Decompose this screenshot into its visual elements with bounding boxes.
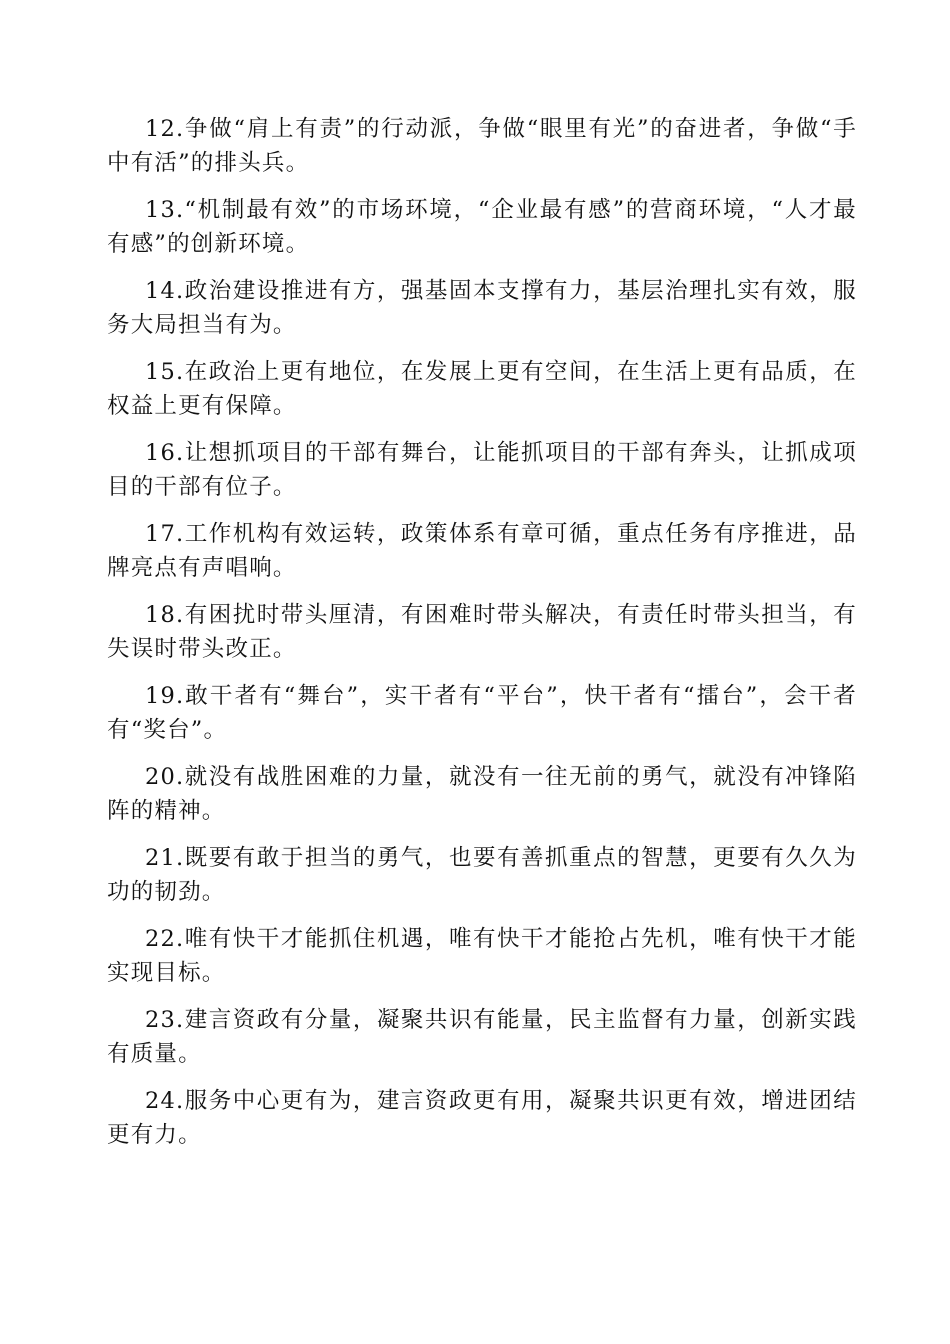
- paragraph-20: 20.就没有战胜困难的力量，就没有一往无前的勇气，就没有冲锋陷阵的精神。: [107, 764, 857, 824]
- paragraph-19: 19.敢干者有“舞台”，实干者有“平台”，快干者有“擂台”，会干者有“奖台”。: [107, 683, 857, 743]
- paragraph-23: 23.建言资政有分量，凝聚共识有能量，民主监督有力量，创新实践有质量。: [107, 1007, 857, 1067]
- paragraph-24: 24.服务中心更有为，建言资政更有用，凝聚共识更有效，增进团结更有力。: [107, 1088, 857, 1148]
- paragraph-17: 17.工作机构有效运转，政策体系有章可循，重点任务有序推进，品牌亮点有声唱响。: [107, 521, 857, 581]
- document-body: [107, 112, 857, 1165]
- paragraph-15: 15.在政治上更有地位，在发展上更有空间，在生活上更有品质，在权益上更有保障。: [107, 359, 857, 419]
- paragraph-14: 14.政治建设推进有方，强基固本支撑有力，基层治理扎实有效，服务大局担当有为。: [107, 278, 857, 338]
- paragraph-22: 22.唯有快干才能抓住机遇，唯有快干才能抢占先机，唯有快干才能实现目标。: [107, 926, 857, 986]
- paragraph-21: 21.既要有敢于担当的勇气，也要有善抓重点的智慧，更要有久久为功的韧劲。: [107, 845, 857, 905]
- paragraph-16: 16.让想抓项目的干部有舞台，让能抓项目的干部有奔头，让抓成项目的干部有位子。: [107, 440, 857, 500]
- paragraph-12: 12.争做“肩上有责”的行动派，争做“眼里有光”的奋进者，争做“手中有活”的排头兵。: [107, 116, 857, 176]
- paragraph-13: 13.“机制最有效”的市场环境，“企业最有感”的营商环境，“人才最有感”的创新环境。: [107, 197, 857, 257]
- paragraph-18: 18.有困扰时带头厘清，有困难时带头解决，有责任时带头担当，有失误时带头改正。: [107, 602, 857, 662]
